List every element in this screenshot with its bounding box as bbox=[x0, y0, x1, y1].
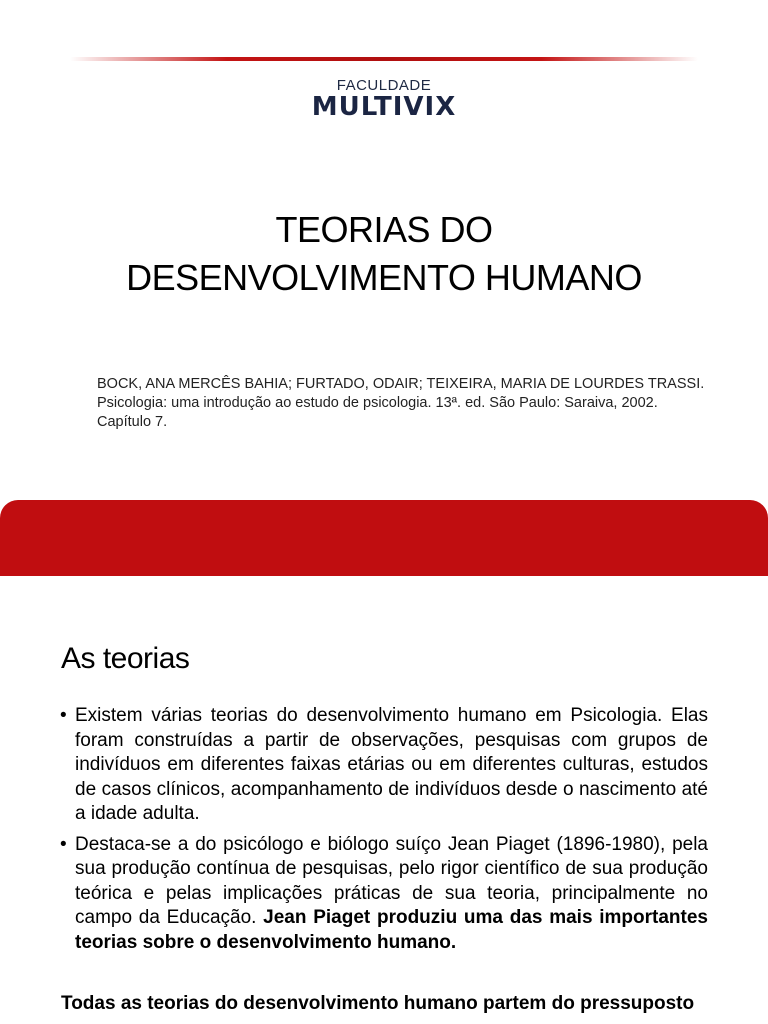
bullet-marker: • bbox=[60, 833, 67, 855]
logo-multivix-text: MULTIVIX bbox=[311, 92, 457, 122]
decorative-red-line bbox=[70, 57, 698, 61]
red-footer-band bbox=[0, 500, 768, 576]
bullet-marker: • bbox=[60, 705, 67, 726]
slide-heading: As teorias bbox=[61, 642, 190, 675]
reference-line-2: Psicologia: uma introdução ao estudo de psicologia. 13ª. ed. São Paulo: Saraiva, 2002. bbox=[97, 395, 658, 411]
bibliographic-reference bbox=[97, 375, 717, 432]
title-line-1: TEORIAS DO bbox=[275, 209, 493, 250]
title-line-2: DESENVOLVIMENTO HUMANO bbox=[126, 257, 642, 298]
bullet-list bbox=[60, 704, 708, 961]
content-slide bbox=[0, 576, 768, 1024]
bullet-text: Existem várias teorias do desenvolvimento humano em Psicologia. Elas foram construídas a partir de observações, pesquisas com grupos de indivíduos em diferentes faixas etárias ou em diferentes culturas, estudos de casos clínicos, acompanhamento de indivíduos desde o nascimento até a idade adulta. bbox=[75, 705, 708, 824]
bullet-item bbox=[60, 704, 708, 827]
slide-title bbox=[0, 206, 768, 302]
logo-faculdade-text: FACULDADE bbox=[336, 77, 432, 94]
bullet-item bbox=[60, 833, 708, 956]
bullet-bold-text: Jean Piaget produziu uma das mais importantes teorias sobre o desenvolvimento humano. bbox=[75, 907, 708, 953]
conclusion-text: Todas as teorias do desenvolvimento humano partem do pressuposto bbox=[61, 993, 695, 1014]
reference-line-1: BOCK, ANA MERCÊS BAHIA; FURTADO, ODAIR; TEIXEIRA, MARIA DE LOURDES TRASSI. bbox=[97, 376, 705, 392]
bullet-text: Destaca-se a do psicólogo e biólogo suíço Jean Piaget (1896-1980), pela sua produção contínua de pesquisas, pelo rigor científico de sua produção teórica e pelas implicações práticas de sua teoria, principalmente no campo da Educação. bbox=[75, 833, 708, 928]
reference-line-3: Capítulo 7. bbox=[97, 414, 168, 430]
